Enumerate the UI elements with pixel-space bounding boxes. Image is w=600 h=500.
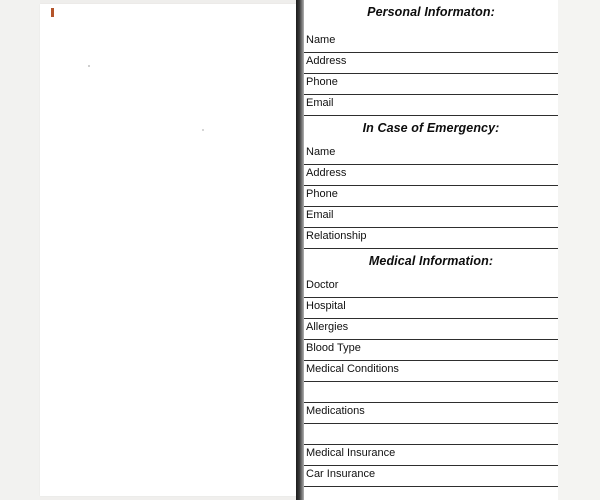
- field-emergency-relationship[interactable]: [304, 228, 558, 249]
- field-label: Name: [306, 34, 336, 46]
- field-emergency-email[interactable]: [304, 207, 558, 228]
- field-car-insurance-continued[interactable]: [304, 487, 558, 500]
- scan-edge-right: [556, 0, 600, 500]
- field-medical-blood-type[interactable]: [304, 340, 558, 361]
- section-header-medical: Medical Information:: [368, 254, 494, 268]
- field-label: Medical Insurance: [306, 447, 396, 459]
- field-label: Name: [306, 146, 336, 158]
- field-label: Relationship: [306, 230, 367, 242]
- field-medical-hospital[interactable]: [304, 298, 558, 319]
- field-label: Email: [306, 97, 334, 109]
- field-label: Phone: [306, 76, 338, 88]
- scan-edge-left: [0, 0, 40, 500]
- field-label: Phone: [306, 188, 338, 200]
- right-form-page: [304, 0, 558, 500]
- field-personal-email[interactable]: [304, 95, 558, 116]
- field-label: Email: [306, 209, 334, 221]
- field-medical-conditions[interactable]: [304, 361, 558, 382]
- field-medical-insurance[interactable]: [304, 445, 558, 466]
- field-label: Hospital: [306, 300, 346, 312]
- corner-mark: [51, 8, 54, 17]
- field-personal-phone[interactable]: [304, 74, 558, 95]
- field-label: Allergies: [306, 321, 349, 333]
- left-blank-page: [40, 4, 298, 496]
- field-label: Doctor: [306, 279, 339, 291]
- field-emergency-address[interactable]: [304, 165, 558, 186]
- field-personal-address[interactable]: [304, 53, 558, 74]
- information-form: [304, 0, 558, 500]
- field-label: Car Insurance: [306, 468, 376, 480]
- paper-speck: [88, 65, 90, 67]
- field-emergency-phone[interactable]: [304, 186, 558, 207]
- field-label: Address: [306, 55, 347, 67]
- field-medical-conditions-continued[interactable]: [304, 382, 558, 403]
- paper-speck: [202, 129, 204, 131]
- field-car-insurance[interactable]: [304, 466, 558, 487]
- field-label: Medical Conditions: [306, 363, 399, 375]
- section-header-emergency: In Case of Emergency:: [362, 121, 500, 135]
- field-medical-medications[interactable]: [304, 403, 558, 424]
- field-label: Blood Type: [306, 342, 361, 354]
- field-emergency-name[interactable]: [304, 144, 558, 165]
- field-label: Medications: [306, 405, 365, 417]
- field-personal-name[interactable]: [304, 32, 558, 53]
- field-label: Address: [306, 167, 347, 179]
- field-medical-allergies[interactable]: [304, 319, 558, 340]
- field-medical-doctor[interactable]: [304, 277, 558, 298]
- section-header-personal: Personal Informaton:: [367, 5, 495, 19]
- field-medical-medications-continued[interactable]: [304, 424, 558, 445]
